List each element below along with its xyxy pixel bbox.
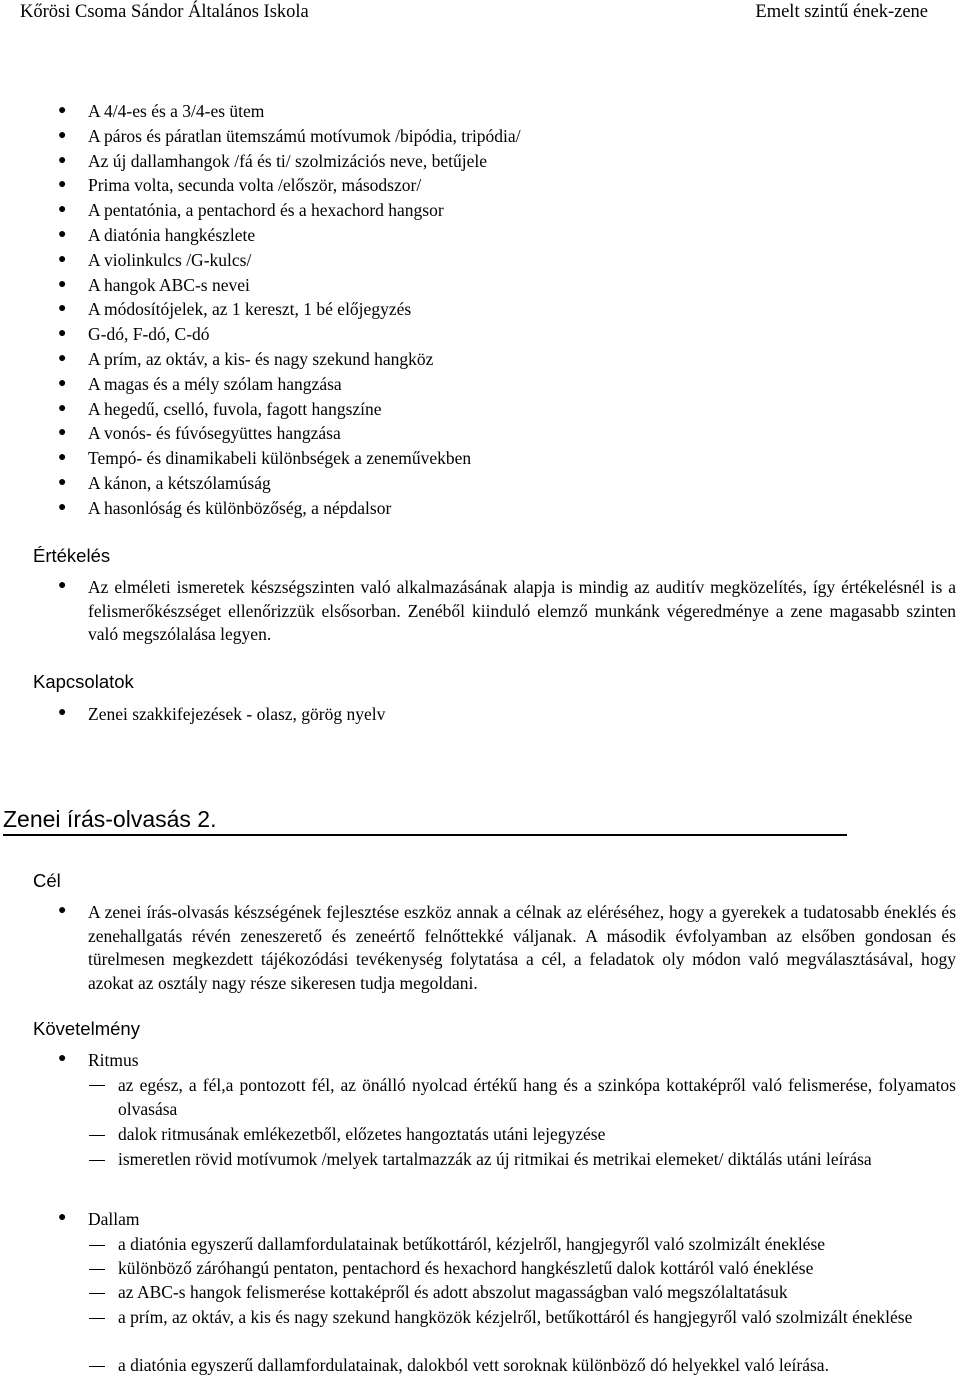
dash-icon [89, 1160, 105, 1161]
dallam-item: a prím, az oktáv, a kis és nagy szekund hangközök kézjelről, betűkottáról és hangjegyről való szolmizált éneklése [118, 1307, 913, 1327]
bullet-icon: ● [58, 177, 67, 193]
bullet-icon: ● [58, 276, 67, 292]
topic-label: A 4/4-es és a 3/4-es ütem [88, 101, 265, 121]
topic-item [0, 297, 960, 322]
topic-item [0, 446, 960, 471]
bullet-icon: ● [58, 578, 67, 593]
topic-label: A magas és a mély szólam hangzása [88, 373, 342, 394]
section-title: Zenei írás-olvasás 2. [3, 806, 217, 832]
topic-item [0, 471, 960, 496]
topic-item [0, 322, 960, 347]
ertekeles-heading: Értékelés [33, 545, 111, 566]
topic-label: A violinkulcs /G-kulcs/ [88, 249, 252, 270]
topic-item [0, 124, 960, 149]
topic-label: A hasonlóság és különbözőség, a népdalsor [88, 497, 392, 518]
topic-label: G-dó, F-dó, C-dó [88, 324, 210, 345]
topic-label: A hangok ABC-s nevei [88, 274, 250, 295]
dallam-item: a diatónia egyszerű dallamfordulatainak, dalokból vett soroknak különböző dó helyekkel való leírása. [118, 1355, 829, 1375]
ritmus-item: az egész, a fél,a pontozott fél, az önálló nyolcad értékű hang és a szinkópa kottaképről való felismerése, folyamatos olvasása [118, 1075, 956, 1119]
topic-list [0, 99, 960, 521]
kapcsolatok-text: Zenei szakkifejezések - olasz, görög nyelv [88, 704, 386, 724]
bullet-icon: ● [58, 499, 67, 515]
topic-item [0, 273, 960, 298]
bullet-icon: ● [58, 301, 67, 317]
topic-item [0, 397, 960, 422]
dash-icon [89, 1318, 105, 1319]
topic-label: A vonós- és fúvósegyüttes hangzása [88, 423, 341, 444]
topic-item [0, 149, 960, 174]
subject-name: Emelt szintű ének-zene [755, 2, 928, 22]
dash-icon [89, 1366, 105, 1367]
topic-label: A kánon, a kétszólamúság [88, 472, 271, 493]
dash-icon [89, 1293, 105, 1294]
topic-item [0, 372, 960, 397]
dallam-label: Dallam [88, 1209, 140, 1229]
bullet-icon: ● [58, 103, 67, 118]
bullet-icon: ● [58, 251, 67, 267]
dallam-item: különböző záróhangú pentaton, pentachord és hexachord hangkészletű dalok kottáról való éneklése [118, 1258, 814, 1278]
topic-item [0, 496, 960, 521]
dallam-item: a diatónia egyszerű dallamfordulatainak betűkottáról, kézjelről, hangjegyről való szolmizált éneklése [118, 1234, 826, 1254]
bullet-icon: ● [58, 903, 67, 918]
kapcsolatok-heading: Kapcsolatok [33, 671, 134, 692]
dash-icon [89, 1269, 105, 1270]
cel-heading: Cél [33, 870, 61, 891]
school-name: Kőrösi Csoma Sándor Általános Iskola [20, 2, 309, 22]
dash-icon [89, 1085, 105, 1086]
dallam-item: az ABC-s hangok felismerése kottaképről és adott abszolut magasságban való megszólaltatásuk [118, 1282, 788, 1302]
bullet-icon: ● [58, 400, 67, 416]
topic-item [0, 99, 960, 124]
bullet-icon: ● [58, 1210, 67, 1225]
ritmus-item: ismeretlen rövid motívumok /melyek tartalmazzák az új ritmikai és metrikai elemeket/ diktálás utáni leírása [118, 1149, 872, 1169]
ertekeles-text: Az elméleti ismeretek készségszinten való alkalmazásának alapja is mindig az auditív megközelítés, így értékelésnél is a felismerőkészséget ellenőrizzük elsősorban. Zenéből kiinduló elemző munkánk végeredménye a zene magasabb szinten való megszólalása legyen. [88, 577, 956, 644]
topic-item [0, 198, 960, 223]
topic-label: Tempó- és dinamikabeli különbségek a zeneművekben [88, 448, 472, 469]
topic-item [0, 347, 960, 372]
topic-label: A pentatónia, a pentachord és a hexachord hangsor [88, 200, 444, 221]
topic-list-block [0, 99, 960, 521]
topic-label: Az új dallamhangok /fá és ti/ szolmizációs neve, betűjele [88, 150, 487, 171]
ritmus-label: Ritmus [88, 1050, 139, 1070]
topic-label: A hegedű, cselló, fuvola, fagott hangszíne [88, 398, 382, 419]
bullet-icon: ● [58, 375, 67, 391]
bullet-icon: ● [58, 450, 67, 466]
dash-icon [89, 1245, 105, 1246]
bullet-icon: ● [58, 152, 67, 168]
bullet-icon: ● [58, 202, 67, 218]
page-header [0, 0, 960, 30]
topic-item [0, 248, 960, 273]
bullet-icon: ● [58, 705, 67, 720]
bullet-icon: ● [58, 1051, 67, 1066]
dash-icon [89, 1135, 105, 1136]
kovetelmeny-heading: Követelmény [33, 1018, 140, 1039]
topic-label: Prima volta, secunda volta /először, másodszor/ [88, 175, 422, 196]
bullet-icon: ● [58, 425, 67, 441]
ritmus-item: dalok ritmusának emlékezetből, előzetes hangoztatás utáni lejegyzése [118, 1124, 606, 1144]
cel-text: A zenei írás-olvasás készségének fejlesztése eszköz annak a célnak az eléréséhez, hogy a gyerekek a tudatosabb éneklés és zenehallgatás révén zeneszerető és zeneértő felnőttekké váljanak. A második évfolyamban az elsőben gondosan és türelmesen megkezdett tájékozódási tevékenység folytatása a cél, a feladatok oly módon való megválasztásával, hogy azokat az osztály nagy része sikeresen tudja megoldani. [88, 902, 956, 993]
topic-label: A diatónia hangkészlete [88, 224, 256, 245]
topic-label: A prím, az oktáv, a kis- és nagy szekund hangköz [88, 348, 434, 369]
topic-item [0, 421, 960, 446]
section-underline [3, 834, 847, 836]
topic-label: A páros és páratlan ütemszámú motívumok /bipódia, tripódia/ [88, 125, 521, 146]
bullet-icon: ● [58, 127, 67, 143]
bullet-icon: ● [58, 226, 67, 242]
bullet-icon: ● [58, 350, 67, 366]
topic-item [0, 223, 960, 248]
bullet-icon: ● [58, 326, 67, 342]
bullet-icon: ● [58, 474, 67, 490]
topic-item [0, 173, 960, 198]
topic-label: A módosítójelek, az 1 kereszt, 1 bé előjegyzés [88, 299, 412, 320]
